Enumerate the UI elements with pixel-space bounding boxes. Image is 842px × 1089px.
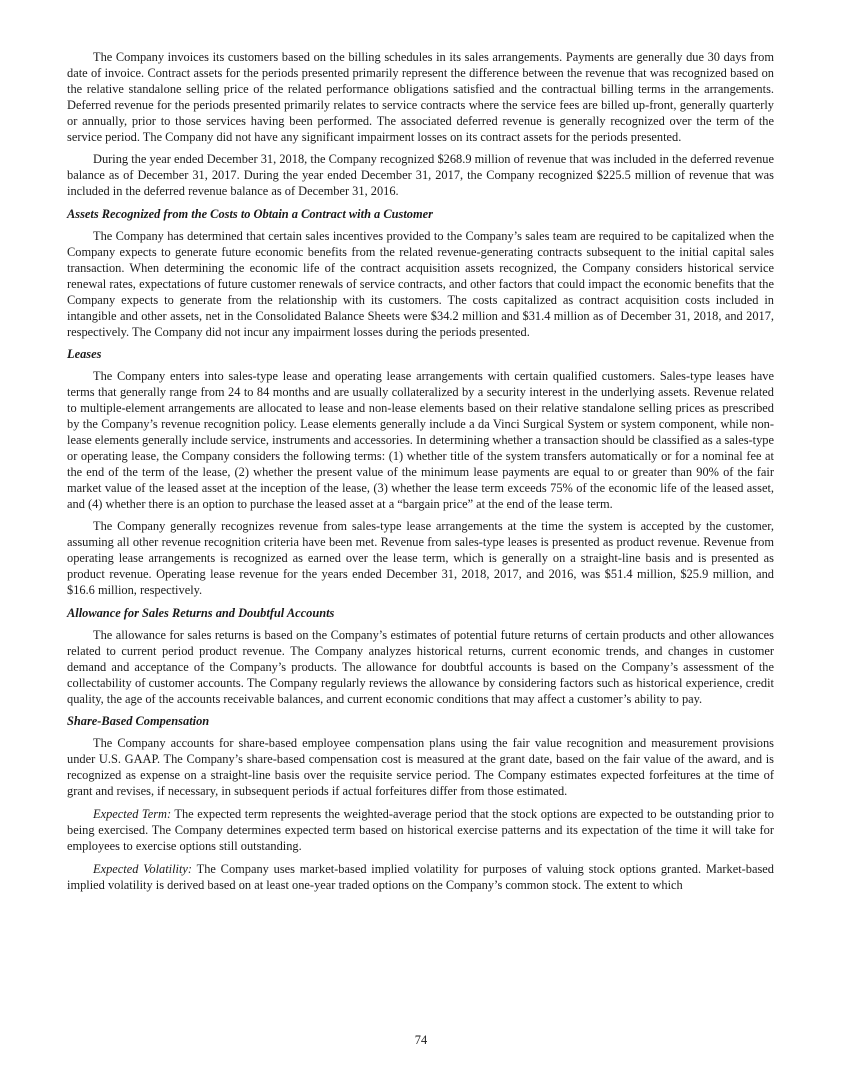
expected-volatility-paragraph xyxy=(67,862,774,894)
expected-volatility-text: The Company uses market-based implied volatility for purposes of valuing stock options granted. Market-based implied volatility is derived based on at least one-year traded options on the Company’s common stock. The extent to which xyxy=(67,861,774,892)
section-heading-share-based: Share-Based Compensation xyxy=(67,714,210,729)
leases-paragraph-2: The Company generally recognizes revenue from sales-type lease arrangements at the time the system is accepted by the customer, assuming all other revenue recognition criteria have been met. Revenue from sales-type leases is presented as product revenue. Revenue from operating lease arrangements is recognized as earned over the lease term, which is generally on a straight-line basis and is presented as product revenue. Operating lease revenue for the years ended December 31, 2018, 2017, and 2016, was $51.4 million, $25.9 million, and $16.6 million, respectively. xyxy=(67,519,774,598)
intro-paragraph-billing: The Company invoices its customers based on the billing schedules in its sales arrangements. Payments are generally due 30 days from date of invoice. Contract assets for the periods presented primarily represent the difference between the revenue that was recognized based on the relative standalone selling price of the related performance obligations satisfied and the contractual billing terms in the arrangements. Deferred revenue for the periods presented primarily relates to service contracts where the service fees are billed up-front, generally quarterly or annually, prior to those services having been performed. The associated deferred revenue is generally recognized over the term of the service period. The Company did not have any significant impairment losses on its contract assets for the periods presented. xyxy=(67,50,774,144)
allowance-paragraph: The allowance for sales returns is based on the Company’s estimates of potential future returns of certain products and other allowances related to current period product revenue. The Company analyzes historical returns, current economic trends, and changes in customer demand and acceptance of the Company’s products. The allowance for doubtful accounts is based on the Company’s assessment of the collectability of customer accounts. The Company regularly reviews the allowance by considering factors such as historical experience, credit quality, the age of the accounts receivable balances, and current economic conditions that may affect a customer’s ability to pay. xyxy=(67,627,774,706)
page-number: 74 xyxy=(414,1033,428,1047)
expected-term-text: The expected term represents the weighted-average period that the stock options are expected to be outstanding prior to being exercised. The Company determines expected term based on historical exercise patterns and its expectation of the time it will take for employees to exercise options still outstanding. xyxy=(67,806,774,853)
expected-volatility-label: Expected Volatility: xyxy=(93,861,193,876)
document-page xyxy=(67,50,774,901)
intro-paragraph-deferred-revenue: During the year ended December 31, 2018, the Company recognized $268.9 million of revenue that was included in the deferred revenue balance as of December 31, 2017. During the year ended December 31, 2017, the Company recognized $225.5 million of revenue that was included in the deferred revenue balance as of December 31, 2016. xyxy=(67,152,774,199)
section-heading-leases: Leases xyxy=(67,347,102,362)
expected-term-paragraph xyxy=(67,807,774,855)
leases-paragraph-1: The Company enters into sales-type lease and operating lease arrangements with certain qualified customers. Sales-type leases have terms that generally range from 24 to 84 months and are usually collateralized by a security interest in the underlying assets. Revenue related to multiple-element arrangements are allocated to lease and non-lease elements based on their relative standalone selling prices as prescribed by the Company’s revenue recognition policy. Lease elements generally include a da Vinci Surgical System or system component, while non-lease elements generally include service, instruments and accessories. In determining whether a transaction should be classified as a sales-type or operating lease, the Company considers the following terms: (1) whether title of the system transfers automatically or for a nominal fee at the end of the term of the lease, (2) whether the present value of the minimum lease payments are equal to or greater than 90% of the fair market value of the leased asset at the inception of the lease, (3) whether the lease term exceeds 75% of the economic life of the leased asset, and (4) whether there is an option to purchase the leased asset at a “bargain price” at the end of the lease term. xyxy=(67,369,774,511)
section-heading-contract-costs: Assets Recognized from the Costs to Obtain a Contract with a Customer xyxy=(67,207,433,222)
share-based-paragraph: The Company accounts for share-based employee compensation plans using the fair value recognition and measurement provisions under U.S. GAAP. The Company’s share-based compensation cost is measured at the grant date, based on the fair value of the award, and is recognized as expense on a straight-line basis over the requisite service period. The Company estimates expected forfeitures at the time of grant and revises, if necessary, in subsequent periods if actual forfeitures differ from those estimated. xyxy=(67,736,774,799)
contract-costs-paragraph: The Company has determined that certain sales incentives provided to the Company’s sales team are required to be capitalized when the Company expects to generate future economic benefits from the related revenue-generating contracts subsequent to the initial capital sales transaction. When determining the economic life of the contract acquisition assets recognized, the Company considers historical service renewal rates, expectations of future customer renewals of service contracts, and other factors that could impact the economic benefits that the Company expects to generate from the relationship with its customers. The costs capitalized as contract acquisition costs included in intangible and other assets, net in the Consolidated Balance Sheets were $34.2 million and $31.4 million as of December 31, 2018, and 2017, respectively. The Company did not incur any impairment losses during the periods presented. xyxy=(67,229,774,339)
section-heading-allowance: Allowance for Sales Returns and Doubtful Accounts xyxy=(67,606,335,620)
expected-term-label: Expected Term: xyxy=(93,806,172,821)
